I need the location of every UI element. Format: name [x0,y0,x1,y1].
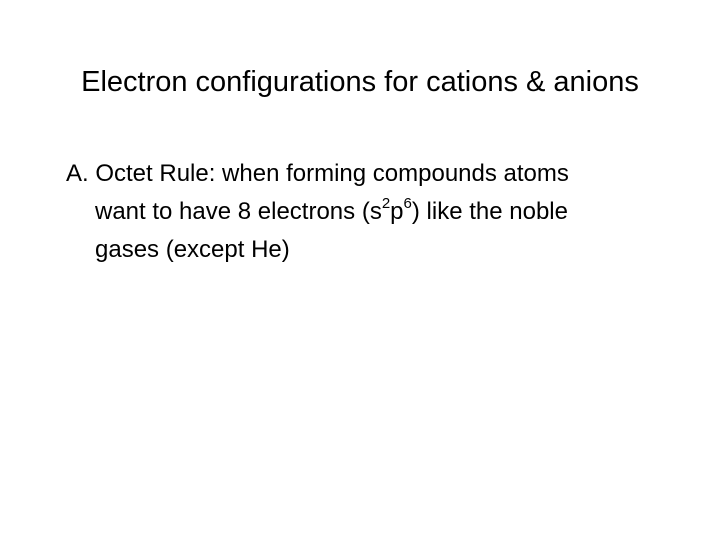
point-a-line-2 [66,193,696,231]
point-a-line-1: A. Octet Rule: when forming compounds atoms [66,160,569,187]
slide-body [66,155,696,269]
point-a-line-2-text-start: want to have 8 electrons (s [95,198,382,225]
superscript-s-exponent: 2 [381,195,391,212]
point-a-line-2-text-mid: p [390,198,404,225]
slide-title: Electron configurations for cations & anions [81,66,639,98]
point-a-line-3: gases (except He) [95,236,290,263]
point-a-line-2-text-end: ) like the noble [411,198,568,225]
superscript-p-exponent: 6 [403,195,412,212]
